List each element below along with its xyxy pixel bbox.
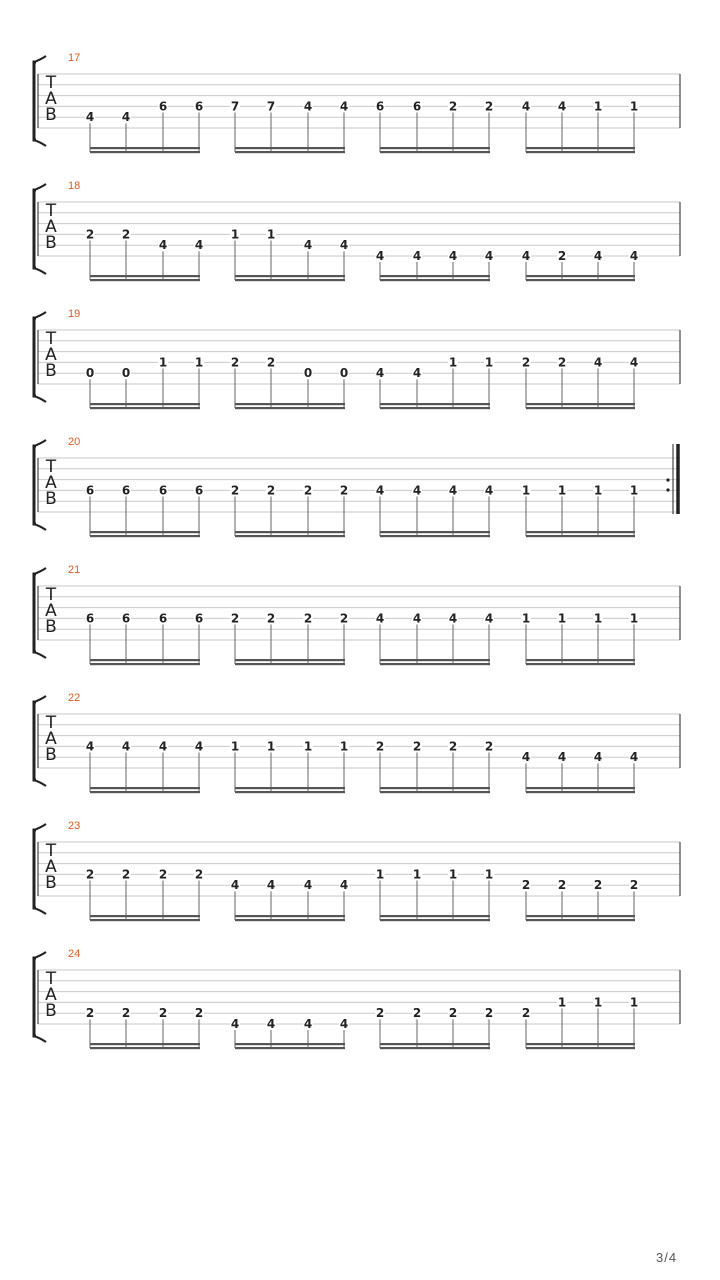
system-bracket [34, 958, 36, 1036]
fret-number: 1 [158, 355, 168, 370]
system-bracket [34, 190, 36, 268]
tab-clef-letter: T [45, 457, 57, 477]
tab-clef-letter: T [45, 585, 57, 605]
fret-number: 2 [266, 483, 276, 498]
beam-secondary [90, 407, 200, 409]
measure-number: 20 [68, 436, 81, 448]
fret-number: 4 [339, 99, 349, 114]
tab-clef-letter: A [45, 985, 57, 1005]
fret-number: 2 [484, 1006, 494, 1021]
fret-number: 6 [158, 611, 168, 626]
fret-number: 2 [448, 99, 458, 114]
bracket-bottom-hook [34, 908, 46, 914]
fret-number: 6 [85, 611, 95, 626]
fret-number: 2 [375, 1006, 385, 1021]
fret-number: 4 [85, 739, 95, 754]
fret-number: 1 [593, 483, 603, 498]
fret-number: 2 [521, 878, 531, 893]
beam-primary [90, 1043, 200, 1045]
fret-number: 6 [412, 99, 422, 114]
fret-number: 4 [194, 238, 204, 253]
fret-number: 2 [85, 227, 95, 242]
beam-secondary [526, 279, 635, 281]
tab-clef-letter: T [45, 841, 57, 861]
bracket-bottom-hook [34, 268, 46, 274]
beam-secondary [380, 535, 490, 537]
fret-number: 1 [448, 355, 458, 370]
repeat-dot [666, 478, 669, 481]
tab-clef-letter: T [45, 713, 57, 733]
fret-number: 2 [593, 878, 603, 893]
tab-clef-letter: B [45, 1001, 57, 1021]
fret-number: 2 [557, 878, 567, 893]
tab-clef-letter: T [45, 969, 57, 989]
fret-number: 4 [593, 355, 603, 370]
tab-system [34, 948, 680, 1049]
fret-number: 0 [339, 366, 349, 381]
fret-number: 6 [85, 483, 95, 498]
beam-secondary [526, 535, 635, 537]
fret-number: 4 [266, 878, 276, 893]
beam-primary [235, 787, 345, 789]
tab-system [34, 308, 680, 409]
fret-number: 1 [230, 739, 240, 754]
measure-number: 22 [68, 692, 81, 704]
fret-number: 4 [303, 1017, 313, 1031]
fret-number: 1 [593, 995, 603, 1010]
fret-number: 4 [266, 1017, 276, 1031]
fret-number: 1 [629, 611, 639, 626]
fret-number: 4 [557, 750, 567, 765]
fret-number: 2 [484, 739, 494, 754]
fret-number: 1 [266, 739, 276, 754]
bracket-top-hook [34, 440, 46, 446]
beam-secondary [526, 407, 635, 409]
fret-number: 1 [412, 867, 422, 882]
fret-number: 4 [448, 483, 458, 498]
fret-number: 4 [375, 483, 385, 498]
fret-number: 1 [266, 227, 276, 242]
tab-clef-letter: A [45, 345, 57, 365]
beam-primary [235, 915, 345, 917]
fret-number: 4 [521, 99, 531, 114]
fret-number: 4 [629, 249, 639, 263]
measure-number: 24 [68, 948, 81, 960]
fret-number: 2 [266, 355, 276, 370]
bracket-bottom-hook [34, 1036, 46, 1042]
fret-number: 4 [158, 238, 168, 253]
beam-secondary [90, 919, 200, 921]
beam-secondary [380, 1047, 490, 1049]
system-bracket [34, 446, 36, 524]
bracket-bottom-hook [34, 396, 46, 402]
tab-clef-letter: B [45, 873, 57, 893]
fret-number: 1 [448, 867, 458, 882]
fret-number: 4 [412, 611, 422, 626]
beam-primary [380, 531, 490, 533]
fret-number: 4 [593, 750, 603, 765]
fret-number: 2 [303, 611, 313, 626]
bracket-bottom-hook [34, 652, 46, 658]
beam-primary [526, 147, 635, 149]
system-bracket [34, 830, 36, 908]
beam-secondary [526, 791, 635, 793]
beam-primary [235, 531, 345, 533]
fret-number: 1 [593, 99, 603, 114]
system-bracket [34, 702, 36, 780]
tab-clef-letter: A [45, 729, 57, 749]
beam-primary [235, 403, 345, 405]
fret-number: 1 [484, 355, 494, 370]
fret-number: 1 [339, 739, 349, 754]
measure-number: 23 [68, 820, 81, 832]
beam-primary [526, 787, 635, 789]
fret-number: 2 [266, 611, 276, 626]
fret-number: 4 [375, 611, 385, 626]
fret-number: 2 [448, 1006, 458, 1021]
bracket-bottom-hook [34, 140, 46, 146]
beam-primary [380, 275, 490, 277]
beam-primary [235, 147, 345, 149]
fret-number: 1 [375, 867, 385, 882]
tab-clef-letter: A [45, 857, 57, 877]
fret-number: 2 [521, 1006, 531, 1021]
fret-number: 2 [230, 611, 240, 626]
beam-secondary [380, 407, 490, 409]
fret-number: 4 [303, 238, 313, 253]
beam-primary [526, 1043, 635, 1045]
fret-number: 2 [375, 739, 385, 754]
beam-secondary [235, 407, 345, 409]
beam-secondary [380, 791, 490, 793]
fret-number: 4 [121, 739, 131, 754]
fret-number: 2 [158, 867, 168, 882]
fret-number: 4 [448, 611, 458, 626]
fret-number: 4 [521, 750, 531, 765]
fret-number: 4 [557, 99, 567, 114]
fret-number: 2 [158, 1006, 168, 1021]
fret-number: 4 [230, 878, 240, 893]
tab-clef-letter: A [45, 473, 57, 493]
fret-number: 6 [194, 483, 204, 498]
beam-primary [235, 275, 345, 277]
fret-number: 4 [85, 110, 95, 125]
beam-primary [90, 403, 200, 405]
fret-number: 2 [448, 739, 458, 754]
fret-number: 2 [85, 1006, 95, 1021]
fret-number: 4 [412, 249, 422, 263]
tab-system [34, 692, 680, 793]
fret-number: 2 [303, 483, 313, 498]
tab-clef-letter: T [45, 329, 57, 349]
fret-number: 1 [593, 611, 603, 626]
tab-system [34, 180, 680, 281]
page-separator: / [664, 1250, 668, 1265]
page-number [656, 1250, 676, 1265]
beam-primary [90, 787, 200, 789]
fret-number: 1 [557, 995, 567, 1010]
fret-number: 6 [158, 99, 168, 114]
fret-number: 2 [230, 483, 240, 498]
bracket-top-hook [34, 312, 46, 318]
fret-number: 2 [121, 1006, 131, 1021]
fret-number: 2 [230, 355, 240, 370]
beam-primary [380, 915, 490, 917]
beam-secondary [526, 663, 635, 665]
tab-clef-letter: B [45, 105, 57, 125]
beam-primary [526, 275, 635, 277]
bracket-top-hook [34, 568, 46, 574]
fret-number: 1 [521, 483, 531, 498]
fret-number: 2 [412, 1006, 422, 1021]
fret-number: 1 [557, 611, 567, 626]
fret-number: 1 [194, 355, 204, 370]
fret-number: 2 [557, 355, 567, 370]
beam-primary [90, 659, 200, 661]
fret-number: 4 [484, 249, 494, 263]
fret-number: 1 [629, 99, 639, 114]
fret-number: 2 [557, 249, 567, 263]
beam-primary [380, 787, 490, 789]
beam-primary [235, 1043, 345, 1045]
fret-number: 4 [339, 1017, 349, 1031]
fret-number: 6 [158, 483, 168, 498]
fret-number: 2 [121, 867, 131, 882]
beam-secondary [90, 663, 200, 665]
fret-number: 2 [484, 99, 494, 114]
bracket-top-hook [34, 184, 46, 190]
beam-primary [90, 147, 200, 149]
fret-number: 2 [629, 878, 639, 893]
beam-primary [526, 403, 635, 405]
bracket-bottom-hook [34, 524, 46, 530]
beam-primary [235, 659, 345, 661]
fret-number: 4 [303, 99, 313, 114]
tab-clef-letter: A [45, 89, 57, 109]
tab-system [34, 564, 680, 665]
tab-clef-letter: T [45, 73, 57, 93]
fret-number: 2 [85, 867, 95, 882]
measure-number: 17 [68, 52, 81, 64]
fret-number: 6 [194, 99, 204, 114]
fret-number: 0 [121, 366, 131, 381]
fret-number: 6 [121, 611, 131, 626]
beam-secondary [235, 1047, 345, 1049]
tab-clef-letter: A [45, 217, 57, 237]
beam-secondary [380, 663, 490, 665]
fret-number: 4 [521, 249, 531, 263]
beam-secondary [90, 279, 200, 281]
beam-secondary [526, 151, 635, 153]
fret-number: 4 [484, 483, 494, 498]
fret-number: 4 [339, 878, 349, 893]
beam-secondary [90, 151, 200, 153]
beam-secondary [235, 663, 345, 665]
beam-secondary [380, 279, 490, 281]
fret-number: 4 [412, 366, 422, 381]
fret-number: 4 [629, 355, 639, 370]
bracket-top-hook [34, 56, 46, 62]
bracket-top-hook [34, 824, 46, 830]
beam-secondary [235, 791, 345, 793]
tab-clef-letter: A [45, 601, 57, 621]
beam-secondary [90, 535, 200, 537]
tab-clef-letter: B [45, 489, 57, 509]
beam-primary [380, 147, 490, 149]
fret-number: 4 [121, 110, 131, 125]
fret-number: 6 [194, 611, 204, 626]
beam-primary [90, 915, 200, 917]
beam-secondary [380, 151, 490, 153]
measure-number: 19 [68, 308, 81, 320]
tab-clef-letter: B [45, 361, 57, 381]
page-current: 3 [656, 1250, 664, 1265]
beam-primary [90, 531, 200, 533]
bracket-bottom-hook [34, 780, 46, 786]
fret-number: 2 [339, 483, 349, 498]
fret-number: 6 [121, 483, 131, 498]
system-bracket [34, 62, 36, 140]
tab-clef-letter: B [45, 617, 57, 637]
system-bracket [34, 574, 36, 652]
fret-number: 1 [629, 995, 639, 1010]
tab-clef-letter: B [45, 233, 57, 253]
beam-primary [380, 403, 490, 405]
tab-system [34, 820, 680, 921]
fret-number: 2 [121, 227, 131, 242]
fret-number: 4 [593, 249, 603, 263]
fret-number: 6 [375, 99, 385, 114]
tab-clef-letter: B [45, 745, 57, 765]
fret-number: 1 [521, 611, 531, 626]
fret-number: 4 [412, 483, 422, 498]
tab-system [34, 436, 680, 537]
beam-primary [526, 659, 635, 661]
bracket-top-hook [34, 696, 46, 702]
fret-number: 4 [448, 249, 458, 263]
measure-number: 21 [68, 564, 81, 576]
fret-number: 4 [194, 739, 204, 754]
beam-secondary [90, 791, 200, 793]
fret-number: 0 [303, 366, 313, 381]
beam-secondary [235, 535, 345, 537]
fret-number: 0 [85, 366, 95, 381]
page-total: 4 [668, 1250, 677, 1265]
beam-secondary [380, 919, 490, 921]
fret-number: 1 [629, 483, 639, 498]
fret-number: 4 [158, 739, 168, 754]
beam-secondary [235, 151, 345, 153]
beam-primary [380, 659, 490, 661]
beam-primary [526, 915, 635, 917]
fret-number: 7 [230, 99, 240, 114]
fret-number: 2 [412, 739, 422, 754]
repeat-dot [666, 488, 669, 491]
fret-number: 4 [375, 366, 385, 381]
system-bracket [34, 318, 36, 396]
fret-number: 1 [230, 227, 240, 242]
measure-number: 18 [68, 180, 81, 192]
fret-number: 1 [484, 867, 494, 882]
beam-secondary [526, 1047, 635, 1049]
beam-secondary [235, 919, 345, 921]
fret-number: 7 [266, 99, 276, 114]
fret-number: 2 [194, 1006, 204, 1021]
fret-number: 4 [339, 238, 349, 253]
fret-number: 2 [339, 611, 349, 626]
beam-primary [526, 531, 635, 533]
bracket-top-hook [34, 952, 46, 958]
tab-clef-letter: T [45, 201, 57, 221]
fret-number: 2 [521, 355, 531, 370]
fret-number: 1 [303, 739, 313, 754]
fret-number: 2 [194, 867, 204, 882]
fret-number: 4 [303, 878, 313, 893]
beam-secondary [526, 919, 635, 921]
fret-number: 1 [557, 483, 567, 498]
tab-system [34, 52, 680, 153]
beam-secondary [90, 1047, 200, 1049]
fret-number: 4 [484, 611, 494, 626]
beam-primary [90, 275, 200, 277]
beam-primary [380, 1043, 490, 1045]
fret-number: 4 [629, 750, 639, 765]
fret-number: 4 [375, 249, 385, 263]
beam-secondary [235, 279, 345, 281]
fret-number: 4 [230, 1017, 240, 1031]
